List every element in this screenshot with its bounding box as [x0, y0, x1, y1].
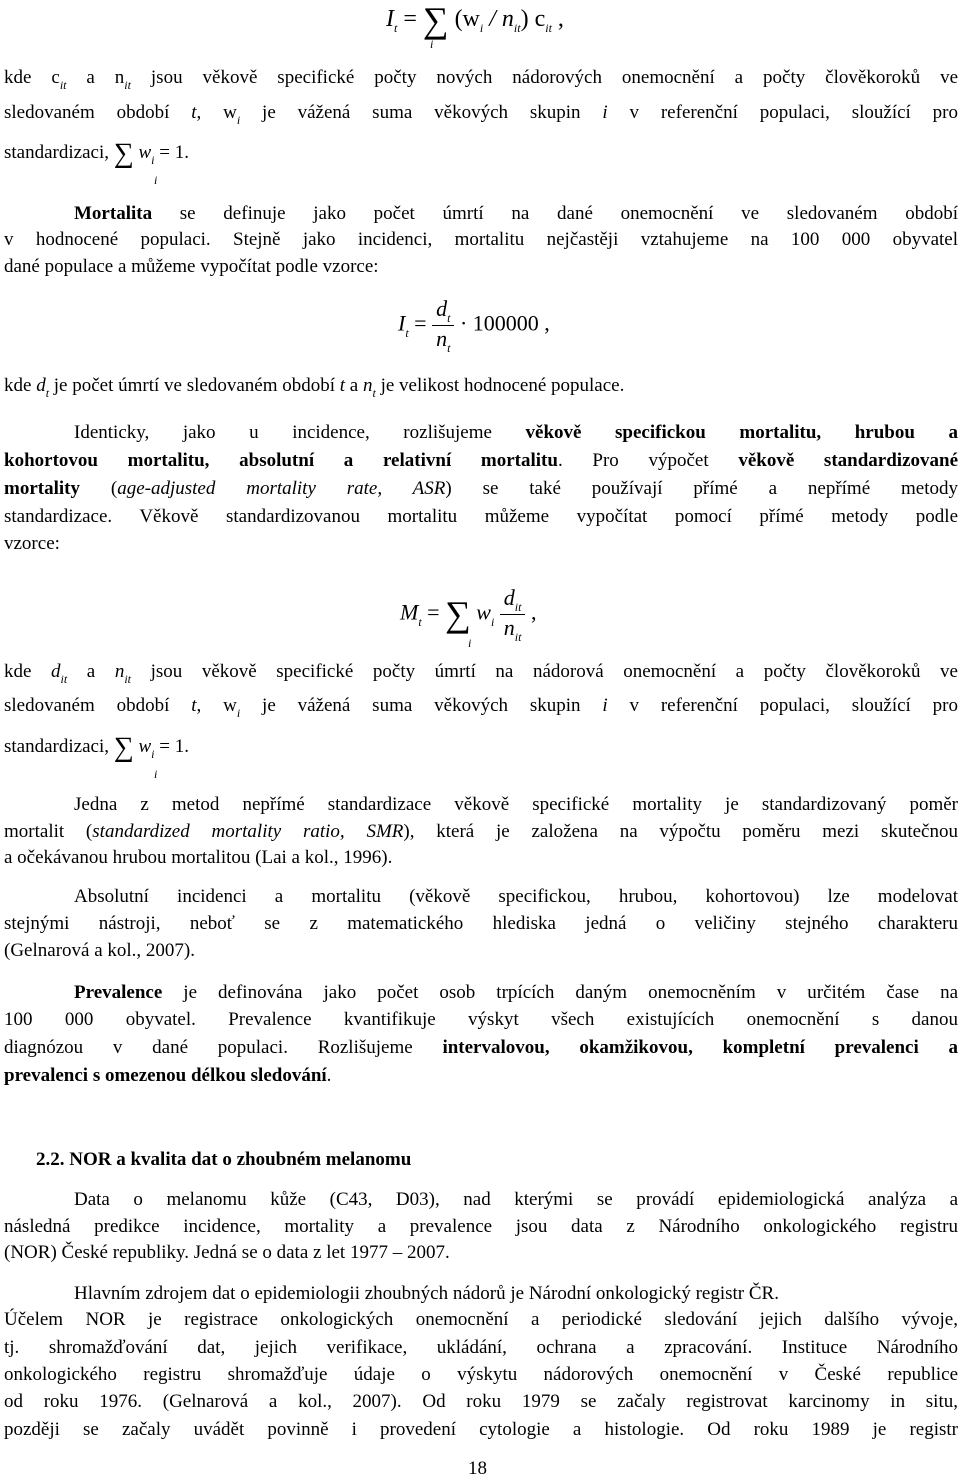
- paragraph-line: Hlavním zdrojem dat o epidemiologii zhoubných nádorů je Národní onkologický registr ČR.: [74, 1283, 779, 1304]
- paragraph-line: stejnými nástroji, neboť se z matematického hlediska jedná o veličiny stejného charakteru: [4, 913, 958, 934]
- paragraph-line: později se začaly uvádět povinně i provedení cytologie a histologie. Od roku 1989 je registr: [4, 1419, 958, 1440]
- paragraph-line: dané populace a můžeme vypočítat podle vzorce:: [4, 256, 379, 277]
- paragraph-line: tj. shromažďování dat, jejich verifikace, ukládání, ochrana a zpracování. Instituce Národního: [4, 1337, 958, 1358]
- paragraph-line: (Gelnarová a kol., 2007).: [4, 940, 195, 961]
- paragraph-line: v hodnocené populaci. Stejně jako incidenci, mortalitu nejčastěji vztahujeme na 100 000 obyvatel: [4, 229, 958, 250]
- formula-age-standardized-mortality: $M_t$ = ∑ i $w_i$ $\frac{d_{it}}{n_{it}}$ ,: [400, 585, 537, 650]
- paragraph-line: sledovaném období t, $w_i$ je vážená suma věkových skupin i v referenční populaci, sloužící pro: [4, 102, 958, 127]
- paragraph-line: kde $d_{it}$ a $n_{it}$ jsou věkově specifické počty úmrtí na nádorová onemocnění a počty člověkoroků ve: [4, 661, 958, 686]
- paragraph-line: mortalit (standardized mortality ratio, SMR), která je založena na výpočtu poměru mezi skutečnou: [4, 821, 958, 842]
- paragraph-line: kde $c_{it}$ a $n_{it}$ jsou věkově specifické počty nových nádorových onemocnění a počty člověkoroků ve: [4, 67, 959, 92]
- paragraph-line: Jedna z metod nepřímé standardizace věkově specifické mortality je standardizovaný poměr: [74, 794, 958, 815]
- paragraph-line: Účelem NOR je registrace onkologických onemocnění a periodické sledování jejich dalšího vývoje,: [4, 1309, 958, 1330]
- paragraph-line: kohortovou mortalitu, absolutní a relativní mortalitu. Pro výpočet věkově standardizované: [4, 450, 958, 471]
- paragraph-line: vzorce:: [4, 533, 60, 554]
- paragraph-line: Absolutní incidenci a mortalitu (věkově specifickou, hrubou, kohortovou) lze modelovat: [74, 886, 958, 907]
- paragraph-mortality: Mortalita se definuje jako počet úmrtí na dané onemocnění ve sledovaném období: [74, 203, 958, 224]
- paragraph-line: 100 000 obyvatel. Prevalence kvantifikuje výskyt všech existujících onemocnění s danou: [4, 1009, 958, 1030]
- paragraph-line: kde $d_t$ je počet úmrtí ve sledovaném období t a $n_t$ je velikost hodnocené populace.: [4, 375, 625, 400]
- paragraph-line: následná predikce incidence, mortality a prevalence jsou data z Národního onkologického registru: [4, 1216, 958, 1237]
- paragraph-line: standardizaci, ∑ $w_i = 1$. i: [4, 138, 189, 187]
- page-number: 18: [468, 1458, 487, 1479]
- paragraph-prevalence: Prevalence je definována jako počet osob trpících daným onemocněním v určitém čase na: [74, 982, 958, 1003]
- paragraph-line: Identicky, jako u incidence, rozlišujeme věkově specifickou mortalitu, hrubou a: [74, 422, 959, 443]
- paragraph-line: prevalenci s omezenou délkou sledování.: [4, 1065, 332, 1086]
- paragraph-line: standardizaci, ∑ $w_i = 1$. i: [4, 732, 189, 781]
- paragraph-line: a očekávanou hrubou mortalitou (Lai a kol., 1996).: [4, 847, 393, 868]
- section-heading: 2.2. NOR a kvalita dat o zhoubném melanomu: [36, 1149, 412, 1170]
- paragraph-line: diagnózou v dané populaci. Rozlišujeme intervalovou, okamžikovou, kompletní prevalenci a: [4, 1037, 958, 1058]
- paragraph-line: mortality (age-adjusted mortality rate, ASR) se také používají přímé a nepřímé metody: [4, 478, 959, 499]
- paragraph-line: onkologického registru shromažďuje údaje o výskytu nádorových onemocnění v České republice: [4, 1364, 958, 1385]
- paragraph-line: standardizace. Věkově standardizovanou mortalitu můžeme vypočítat pomocí přímé metody podle: [4, 506, 958, 527]
- sum-symbol: ∑: [445, 593, 471, 634]
- formula-mortality: $I_t$ = $\frac{d_t}{n_t}$ · 100000 ,: [398, 296, 550, 355]
- sum-symbol: ∑: [422, 0, 449, 40]
- paragraph-line: Data o melanomu kůže (C43, D03), nad kterými se provádí epidemiologická analýza a: [74, 1189, 958, 1210]
- paragraph-line: od roku 1976. (Gelnarová a kol., 2007). Od roku 1979 se začaly registrovat karcinomy in situ,: [4, 1391, 958, 1412]
- paragraph-line: sledovaném období t, $w_i$ je vážená suma věkových skupin i v referenční populaci, sloužící pro: [4, 695, 958, 720]
- formula-incidence-standardized: $I_t$ = ∑ i $(w_i / n_{it})$ $c_{it}$ ,: [386, 0, 564, 51]
- paragraph-line: (NOR) České republiky. Jedná se o data z let 1977 – 2007.: [4, 1242, 450, 1263]
